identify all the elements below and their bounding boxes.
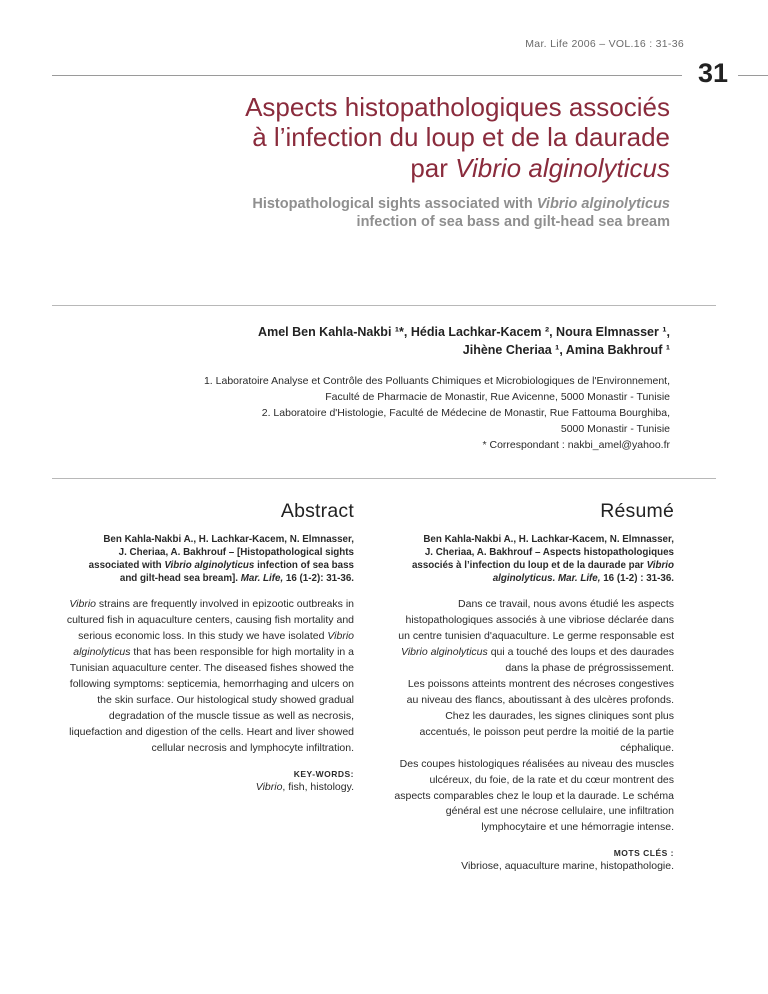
- abstract-body: [60, 597, 354, 757]
- title-english: [110, 195, 670, 231]
- title-line-2: à l’infection du loup et de la daurade: [252, 122, 670, 153]
- affiliation-line-2: Faculté de Pharmacie de Monastir, Rue Avicenne, 5000 Monastir - Tunisie: [325, 390, 670, 403]
- affiliation-line-1: 1. Laboratoire Analyse et Contrôle des Polluants Chimiques et Microbiologiques de l'Environnement,: [203, 375, 670, 387]
- correspondent: * Correspondant : nakbi_amel@yahoo.fr: [482, 438, 670, 451]
- body-text: Dans ce travail, nous avons étudié les aspects histopathologiques associés à une vibriose déclarée dans un centre tunisien d'aquaculture. Le germe responsable est: [398, 598, 674, 642]
- citation-species: Vibrio: [646, 560, 674, 572]
- resume-citation: [394, 533, 674, 585]
- resume-body: [394, 597, 674, 836]
- abstract-citation: [60, 533, 354, 585]
- keywords: Vibriose, aquaculture marine, histopathologie.: [461, 860, 674, 873]
- title-en-line-2: infection of sea bass and gilt-head sea bream: [356, 214, 670, 231]
- title-species: Vibrio alginolyticus: [455, 152, 670, 183]
- title-en-part1: Histopathological sights associated with: [252, 196, 537, 212]
- divider: [52, 478, 716, 479]
- citation-text: and gilt-head sea bream].: [119, 573, 241, 585]
- resume-column: [394, 500, 674, 872]
- keywords-label: MOTS CLÉS :: [613, 848, 674, 859]
- citation-line: Ben Kahla-Nakbi A., H. Lachkar-Kacem, N. Elmnasser,: [423, 534, 674, 545]
- citation-species: Vibrio alginolyticus: [164, 560, 255, 572]
- keyword-italic: Vibrio: [255, 780, 283, 793]
- resume-paragraph-1: [394, 597, 674, 677]
- title-en-species: Vibrio alginolyticus: [536, 196, 670, 212]
- citation-line: [60, 572, 354, 585]
- citation-line: [60, 559, 354, 572]
- title-line-3-prefix: par: [410, 152, 456, 183]
- body-italic: Vibrio: [69, 598, 97, 611]
- title-en-line-1: [110, 195, 670, 213]
- abstract-column: [60, 500, 354, 793]
- author-list: [150, 323, 670, 359]
- citation-text: associés à l’infection du loup et de la daurade par: [411, 560, 647, 572]
- resume-paragraph-2: Les poissons atteints montrent des nécroses congestives au niveau des flancs, aboutissant à des ulcères profonds. Chez les daurades, les signes cliniques sont plus accentués, le poisson peut perdre la moitié de la partie céphalique.: [406, 677, 674, 754]
- abstract-heading: Abstract: [280, 500, 354, 522]
- page-number: 31: [697, 58, 728, 88]
- divider: [52, 305, 716, 306]
- resume-paragraph-3: Des coupes histologiques réalisées au niveau des muscles ulcéreux, du foie, de la rate et du cœur montrent des aspects comparables chez le loup et la daurade. Le schéma général est une nécrose cellulaire, une infiltration lymphocytaire et une hémorragie intense.: [394, 757, 674, 834]
- affiliations: [110, 374, 670, 454]
- citation-text: 16 (1-2): 31-36.: [283, 573, 354, 585]
- citation-text: infection of sea bass: [254, 560, 354, 572]
- resume-heading: Résumé: [600, 500, 674, 522]
- citation-line: J. Cheriaa, A. Bakhrouf – Aspects histopathologiques: [424, 547, 674, 559]
- body-text: that has been responsible for high mortality in a Tunisian aquaculture center. The diseased fishes showed the following symptoms: septicemia, hemorrhaging and ulcers on the skin surface. Our histological study showed gradual degradation of the muscle tissue as well as necrosis, liquefaction and digestion of the cells. Heart and liver showed cellular necrosis and lymphocyte infiltration.: [69, 645, 354, 754]
- keyword-text: , fish, histology.: [282, 780, 354, 793]
- keywords-label: KEY-WORDS:: [293, 768, 354, 779]
- body-italic: Vibrio alginolyticus: [73, 629, 354, 658]
- citation-journal: Mar. Life,: [240, 573, 284, 585]
- affiliation-line-4: 5000 Monastir - Tunisie: [560, 422, 670, 435]
- citation-text: associated with: [88, 560, 165, 572]
- header-rule-right: [738, 75, 768, 76]
- citation-text: 16 (1-2) : 31-36.: [600, 573, 674, 585]
- journal-reference: Mar. Life 2006 – VOL.16 : 31-36: [525, 38, 684, 50]
- body-text: strains are frequently involved in epizootic outbreaks in cultured fish in aquaculture centers, causing fish mortality and serious economic loss. In this study we have isolated: [66, 598, 354, 642]
- citation-line: Ben Kahla-Nakbi A., H. Lachkar-Kacem, N. Elmnasser,: [103, 534, 354, 545]
- citation-line: [394, 572, 674, 585]
- citation-line: J. Cheriaa, A. Bakhrouf – [Histopathological sights: [118, 547, 354, 559]
- affiliation-line-3: 2. Laboratoire d'Histologie, Faculté de Médecine de Monastir, Rue Fattouma Bourghiba,: [261, 406, 670, 419]
- title-french: [110, 92, 670, 183]
- keywords: [60, 781, 354, 793]
- citation-journal: alginolyticus. Mar. Life,: [492, 573, 601, 585]
- body-italic: Vibrio alginolyticus: [401, 645, 488, 658]
- title-line-1: Aspects histopathologiques associés: [245, 92, 670, 122]
- authors-line-2: Jihène Cheriaa ¹, Amina Bakhrouf ¹: [462, 343, 670, 358]
- citation-line: [394, 559, 674, 572]
- header-rule: [52, 75, 682, 76]
- title-line-3: [110, 153, 670, 183]
- authors-line-1: Amel Ben Kahla-Nakbi ¹*, Hédia Lachkar-Kacem ², Noura Elmnasser ¹,: [258, 325, 670, 339]
- body-text: qui a touché des loups et des daurades dans la phase de prégrossissement.: [487, 645, 674, 674]
